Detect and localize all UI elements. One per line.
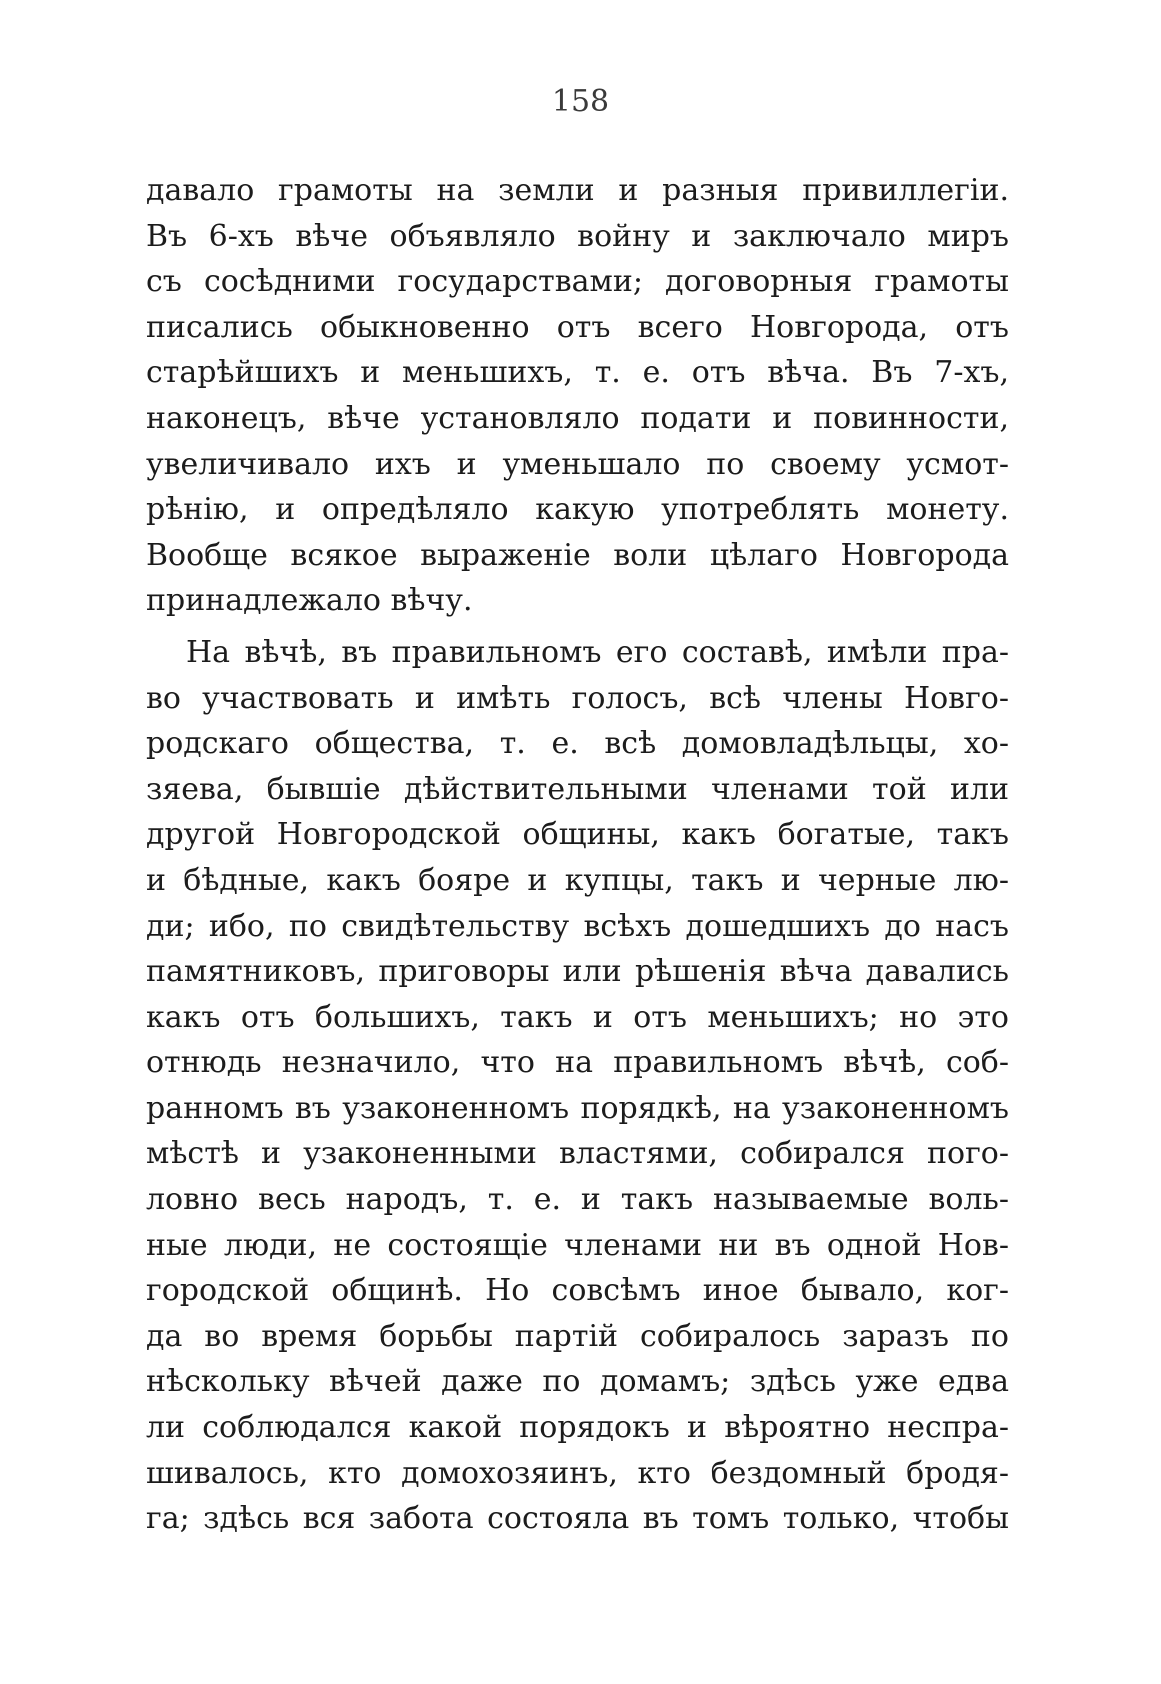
text-line: да во время борьбы партій собиралось заразъ по (146, 1318, 1009, 1354)
text-line: ные люди, не состоящіе членами ни въ одной Нов- (146, 1227, 1009, 1263)
text-line: ранномъ въ узаконенномъ порядкѣ, на узаконенномъ (146, 1090, 1009, 1126)
text-line: ли соблюдался какой порядокъ и вѣроятно неспра- (146, 1410, 1009, 1446)
paragraph-1 (146, 168, 1009, 624)
text-line: ловно весь народъ, т. е. и такъ называемые воль- (146, 1182, 1009, 1218)
text-line: писались обыкновенно отъ всего Новгорода, отъ (146, 309, 1009, 345)
page-number: 158 (551, 84, 610, 119)
text-line: Вообще всякое выраженіе воли цѣлаго Новгорода (146, 537, 1009, 573)
text-line: другой Новгородской общины, какъ богатые, такъ (146, 817, 1009, 853)
text-line: зяева, бывшіе дѣйствительными членами той или (146, 771, 1009, 807)
text-line: съ сосѣдними государствами; договорныя грамоты (146, 264, 1009, 300)
text-line: На вѣчѣ, въ правильномъ его составѣ, имѣли пра- (186, 634, 1009, 670)
text-line: отнюдь незначило, что на правильномъ вѣчѣ, соб- (146, 1045, 1009, 1081)
text-line: шивалось, кто домохозяинъ, кто бездомный бродя- (146, 1455, 1009, 1491)
text-line: га; здѣсь вся забота состояла въ томъ только, чтобы (146, 1501, 1009, 1537)
text-line: какъ отъ большихъ, такъ и отъ меньшихъ; но это (146, 999, 1009, 1035)
text-line: наконецъ, вѣче установляло подати и повинности, (146, 400, 1009, 436)
text-line: во участвовать и имѣть голосъ, всѣ члены Новго- (146, 680, 1009, 716)
text-line: и бѣдные, какъ бояре и купцы, такъ и черные лю- (146, 862, 1009, 898)
text-line: Въ 6-хъ вѣче объявляло войну и заключало миръ (146, 218, 1009, 254)
text-line: рѣнію, и опредѣляло какую употреблять монету. (146, 492, 1009, 528)
paragraph-2 (146, 630, 1009, 1542)
text-line: увеличивало ихъ и уменьшало по своему усмот- (146, 446, 1009, 482)
text-line: старѣйшихъ и меньшихъ, т. е. отъ вѣча. Въ 7-хъ, (146, 355, 1009, 391)
text-line: мѣстѣ и узаконенными властями, собирался пого- (146, 1136, 1009, 1172)
text-line: принадлежало вѣчу. (146, 583, 473, 619)
text-line: родскаго общества, т. е. всѣ домовладѣльцы, хо- (146, 726, 1009, 762)
text-line: городской общинѣ. Но совсѣмъ иное бывало, ког- (146, 1273, 1009, 1309)
text-line: ди; ибо, по свидѣтельству всѣхъ дошедшихъ до насъ (146, 908, 1009, 944)
body-text (146, 168, 1009, 1542)
text-line: давало грамоты на земли и разныя привиллегіи. (146, 173, 1009, 208)
text-line: памятниковъ, приговоры или рѣшенія вѣча давались (146, 954, 1009, 990)
text-line: нѣскольку вѣчей даже по домамъ; здѣсь уже едва (146, 1364, 1009, 1400)
